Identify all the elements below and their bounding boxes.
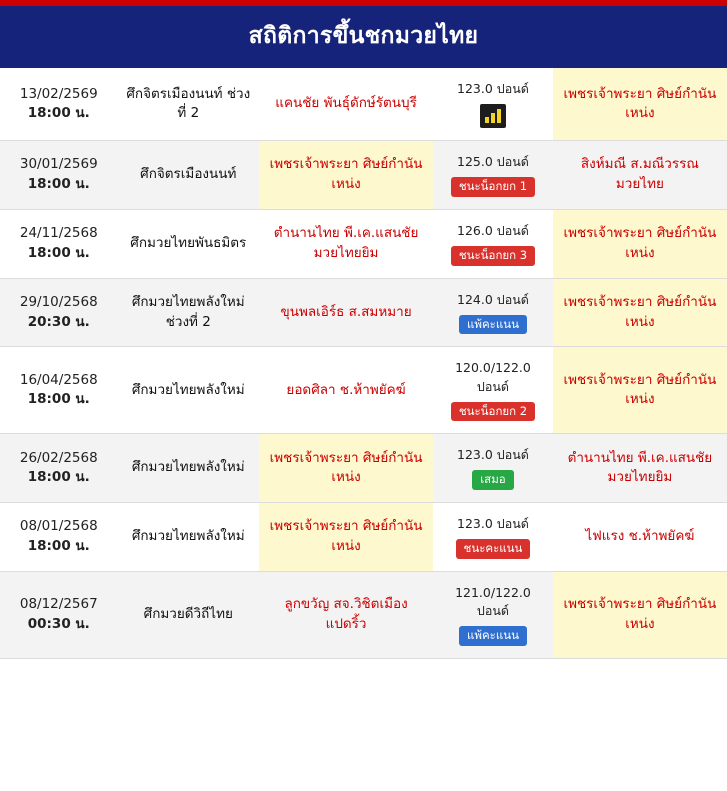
fight-date-cell [0, 209, 118, 278]
fight-history-body [0, 68, 727, 658]
table-row[interactable] [0, 209, 727, 278]
event-name-cell[interactable]: ศึกมวยไทยพลังใหม่ ช่วงที่ 2 [118, 278, 259, 347]
right-fighter-cell[interactable]: ไฟแรง ช.ห้าพยัคฆ์ [553, 503, 727, 572]
fight-weight: 125.0 ปอนด์ [457, 154, 529, 170]
status-badge: เสมอ [472, 470, 513, 490]
left-fighter-cell[interactable]: ตำนานไทย พี.เค.แสนชัยมวยไทยยิม [259, 209, 433, 278]
fight-date: 30/01/2569 [19, 156, 98, 173]
weight-result-cell [433, 209, 553, 278]
status-badge: แพ้คะแนน [459, 315, 527, 335]
fight-weight: 124.0 ปอนด์ [457, 291, 529, 307]
right-fighter-cell[interactable]: เพชรเจ้าพระยา ศิษย์กำนันเหน่ง [553, 278, 727, 347]
fight-time: 18:00 น. [27, 105, 90, 122]
fight-weight: 126.0 ปอนด์ [457, 222, 529, 238]
weight-result-cell [433, 347, 553, 434]
event-name-cell[interactable]: ศึกมวยไทยพันธมิตร [118, 209, 259, 278]
left-fighter-cell[interactable]: แคนชัย พันธุ์ดักษ์รัตนบุรี [259, 68, 433, 141]
table-row[interactable] [0, 141, 727, 210]
table-row[interactable] [0, 503, 727, 572]
status-badge: แพ้คะแนน [459, 626, 527, 646]
fight-time: 20:30 น. [27, 313, 90, 330]
event-name-cell[interactable]: ศึกมวยดีวิถีไทย [118, 571, 259, 658]
left-fighter-cell[interactable]: เพชรเจ้าพระยา ศิษย์กำนันเหน่ง [259, 434, 433, 503]
fight-history-table [0, 68, 727, 659]
fight-date: 08/01/2568 [19, 518, 98, 535]
fight-time: 18:00 น. [27, 176, 90, 192]
left-fighter-cell[interactable]: เพชรเจ้าพระยา ศิษย์กำนันเหน่ง [259, 141, 433, 210]
right-fighter-cell[interactable]: เพชรเจ้าพระยา ศิษย์กำนันเหน่ง [553, 209, 727, 278]
fight-weight: 123.0 ปอนด์ [457, 516, 529, 532]
fight-date-cell [0, 503, 118, 572]
status-badge: ชนะคะแนน [456, 539, 531, 559]
weight-result-cell [433, 571, 553, 658]
event-name-cell[interactable]: ศึกมวยไทยพลังใหม่ [118, 503, 259, 572]
left-fighter-cell[interactable]: ขุนพลเอิร์ธ ส.สมหมาย [259, 278, 433, 347]
table-row[interactable] [0, 68, 727, 141]
status-badge: ชนะน็อกยก 2 [451, 402, 535, 422]
fight-date-cell [0, 68, 118, 141]
right-fighter-cell[interactable]: เพชรเจ้าพระยา ศิษย์กำนันเหน่ง [553, 347, 727, 434]
table-row[interactable] [0, 278, 727, 347]
fight-weight: 123.0 ปอนด์ [457, 81, 529, 96]
fight-date: 26/02/2568 [19, 449, 98, 466]
table-row[interactable] [0, 434, 727, 503]
fight-time: 18:00 น. [27, 244, 90, 261]
weight-result-cell [433, 503, 553, 572]
left-fighter-cell[interactable]: ลูกขวัญ สจ.วิชิตเมืองแปดริ้ว [259, 571, 433, 658]
right-fighter-cell[interactable]: สิงห์มณี ส.มณีวรรณมวยไทย [553, 141, 727, 210]
right-fighter-cell[interactable]: เพชรเจ้าพระยา ศิษย์กำนันเหน่ง [553, 68, 727, 141]
status-badge: ชนะน็อกยก 1 [451, 177, 535, 197]
fight-date: 16/04/2568 [19, 371, 98, 388]
table-row[interactable] [0, 347, 727, 434]
event-name-cell[interactable]: ศึกมวยไทยพลังใหม่ [118, 347, 259, 434]
fight-time: 18:00 น. [27, 391, 90, 408]
weight-result-cell [433, 68, 553, 141]
fight-weight: 120.0/122.0 ปอนด์ [455, 360, 531, 394]
weight-result-cell [433, 141, 553, 210]
left-fighter-cell[interactable]: ยอดศิลา ช.ห้าพยัคฆ์ [259, 347, 433, 434]
status-badge: ชนะน็อกยก 3 [451, 246, 535, 266]
event-name-cell[interactable]: ศึกจิตรเมืองนนท์ [118, 141, 259, 210]
fight-date-cell [0, 278, 118, 347]
fight-weight: 121.0/122.0 ปอนด์ [455, 584, 531, 618]
fight-date: 08/12/2567 [19, 596, 98, 613]
fight-weight: 123.0 ปอนด์ [457, 447, 529, 463]
fight-date: 29/10/2568 [19, 293, 98, 310]
fight-time: 00:30 น. [27, 615, 90, 632]
left-fighter-cell[interactable]: เพชรเจ้าพระยา ศิษย์กำนันเหน่ง [259, 503, 433, 572]
fight-date-cell [0, 141, 118, 210]
bar-chart-icon[interactable] [480, 104, 506, 128]
fight-date-cell [0, 347, 118, 434]
weight-result-cell [433, 278, 553, 347]
event-name-cell[interactable]: ศึกจิตรเมืองนนท์ ช่วงที่ 2 [118, 68, 259, 141]
fight-date-cell [0, 571, 118, 658]
weight-result-cell [433, 434, 553, 503]
right-fighter-cell[interactable]: ตำนานไทย พี.เค.แสนชัยมวยไทยยิม [553, 434, 727, 503]
fight-date: 24/11/2568 [19, 225, 98, 242]
page-title: สถิติการขึ้นชกมวยไทย [0, 6, 727, 68]
fight-time: 18:00 น. [27, 537, 90, 554]
table-row[interactable] [0, 571, 727, 658]
fight-time: 18:00 น. [27, 469, 90, 486]
right-fighter-cell[interactable]: เพชรเจ้าพระยา ศิษย์กำนันเหน่ง [553, 571, 727, 658]
fight-date: 13/02/2569 [19, 85, 98, 102]
event-name-cell[interactable]: ศึกมวยไทยพลังใหม่ [118, 434, 259, 503]
fight-date-cell [0, 434, 118, 503]
